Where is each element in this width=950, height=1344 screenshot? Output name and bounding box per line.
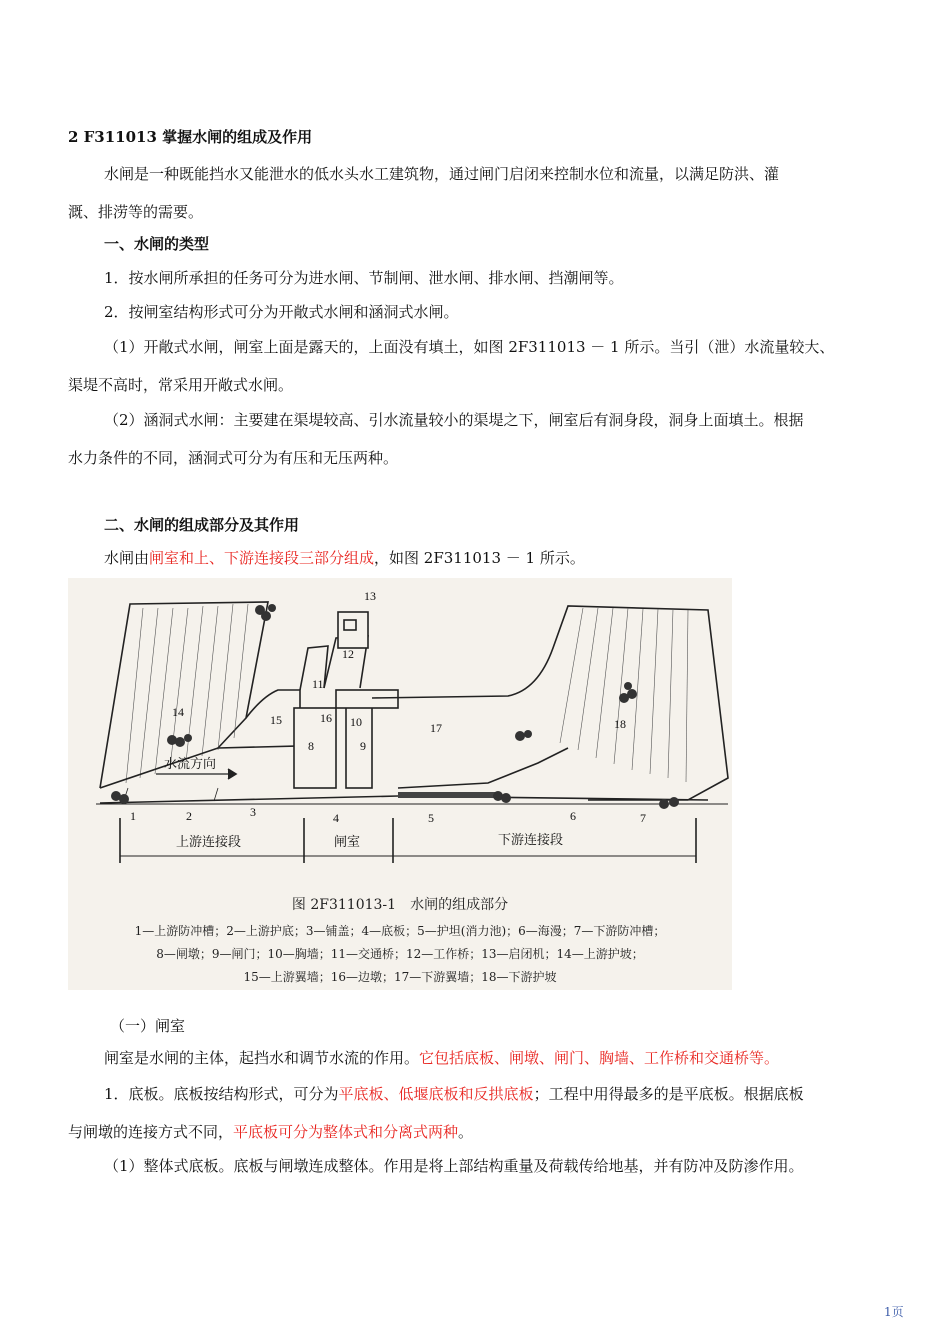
label-4: 4 [333, 811, 339, 825]
types-sub1-line-2: 渠堤不高时，常采用开敞式水闸。 [68, 376, 294, 394]
label-14: 14 [172, 705, 184, 719]
flow-direction-label: 水流方向 [164, 757, 217, 772]
segment-chamber: 闸室 [334, 835, 361, 850]
components-heading: 二、水闸的组成部分及其作用 [104, 516, 300, 534]
components-highlight: 闸室和上、下游连接段三部分组成 [149, 549, 375, 567]
types-heading: 一、水闸的类型 [104, 235, 210, 253]
sluice-figure [68, 578, 732, 990]
base-line-2: 与闸墩的连接方式不同，平底板可分为整体式和分离式两种。 [68, 1123, 474, 1141]
base-line-1: 1．底板。底板按结构形式，可分为平底板、低堰底板和反拱底板；工程中用得最多的是平底板。根据底板 [104, 1085, 804, 1103]
sluice-drawing [68, 578, 732, 888]
types-sub1-line-1: （1）开敞式水闸，闸室上面是露天的，上面没有填土，如图 2F311013 － 1 所示。当引（泄）水流量较大、 [104, 338, 835, 356]
label-10: 10 [350, 715, 362, 729]
integral-base-line: （1）整体式底板。底板与闸墩连成整体。作用是将上部结构重量及荷载传给地基，并有防冲及防渗作用。 [104, 1157, 804, 1175]
figure-legend-1: 1—上游防冲槽；2—上游护底；3—铺盖；4—底板；5—护坦(消力池)；6—海漫；7—下游防冲槽； [134, 924, 666, 938]
segment-upstream: 上游连接段 [176, 835, 242, 850]
label-3: 3 [250, 805, 256, 819]
label-1: 1 [130, 809, 136, 823]
label-11: 11 [312, 677, 324, 691]
chamber-line-1: 闸室是水闸的主体，起挡水和调节水流的作用。它包括底板、闸墩、闸门、胸墙、工作桥和交通桥等。 [104, 1049, 780, 1067]
types-sub2-line-2: 水力条件的不同，涵洞式可分为有压和无压两种。 [68, 449, 399, 467]
chamber-heading: （一）闸室 [110, 1017, 186, 1035]
page-number: 1页 [884, 1305, 904, 1319]
label-18: 18 [614, 717, 626, 731]
label-13: 13 [364, 589, 376, 603]
label-6: 6 [570, 809, 576, 823]
components-line: 水闸由闸室和上、下游连接段三部分组成，如图 2F311013 － 1 所示。 [104, 549, 585, 567]
label-5: 5 [428, 811, 434, 825]
label-15: 15 [270, 713, 282, 727]
chamber-components-highlight: 它包括底板、闸墩、闸门、胸墙、工作桥和交通桥等。 [419, 1049, 780, 1067]
figure-legend-3: 15—上游翼墙；16—边墩；17—下游翼墙；18—下游护坡 [243, 970, 557, 984]
label-8: 8 [308, 739, 314, 753]
flat-base-highlight: 平底板可分为整体式和分离式两种 [233, 1123, 459, 1141]
section-title: 2 F311013 掌握水闸的组成及作用 [68, 128, 313, 146]
types-item-2: 2．按闸室结构形式可分为开敞式水闸和涵洞式水闸。 [104, 303, 459, 321]
types-item-1: 1．按水闸所承担的任务可分为进水闸、节制闸、泄水闸、排水闸、挡潮闸等。 [104, 269, 624, 287]
base-types-highlight: 平底板、低堰底板和反拱底板 [338, 1085, 534, 1103]
types-sub2-line-1: （2）涵洞式水闸：主要建在渠堤较高、引水流量较小的渠堤之下，闸室后有洞身段，洞身上面填土。根据 [104, 411, 804, 429]
label-12: 12 [342, 647, 354, 661]
label-16: 16 [320, 711, 332, 725]
label-7: 7 [640, 811, 646, 825]
label-17: 17 [430, 721, 442, 735]
intro-line-1: 水闸是一种既能挡水又能泄水的低水头水工建筑物，通过闸门启闭来控制水位和流量，以满足防洪、灌 [104, 165, 780, 183]
label-9: 9 [360, 739, 366, 753]
figure-caption: 图 2F311013-1 水闸的组成部分 [291, 897, 509, 913]
intro-line-2: 溉、排涝等的需要。 [68, 203, 204, 221]
label-2: 2 [186, 809, 192, 823]
figure-legend-2: 8—闸墩；9—闸门；10—胸墙；11—交通桥；12—工作桥；13—启闭机；14—上游护坡； [156, 947, 644, 961]
segment-downstream: 下游连接段 [498, 833, 564, 848]
